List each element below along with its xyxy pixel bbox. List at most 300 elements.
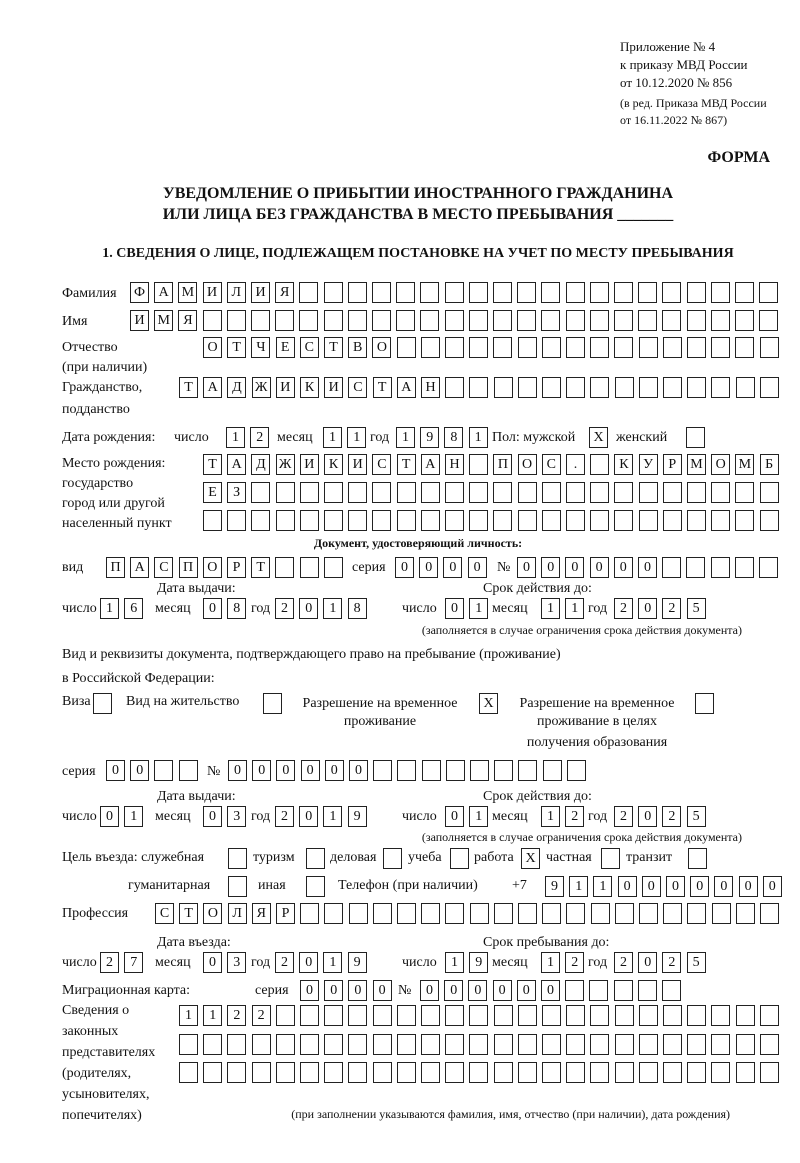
profession-cell[interactable] [300,903,319,924]
phone-cell[interactable]: 0 [618,876,637,897]
doc_valid-year-cell[interactable]: 2 [614,598,633,619]
temp-residence-cell[interactable]: X [479,693,498,714]
patronymic-cell[interactable] [542,337,561,358]
phone-cell[interactable]: 0 [666,876,685,897]
birthplace-cell[interactable] [735,482,754,503]
right-number-cell[interactable] [567,760,586,781]
birthplace-cell[interactable] [590,510,609,531]
profession-cell[interactable] [373,903,392,924]
representatives-cell[interactable] [518,1062,537,1083]
profession-cell[interactable] [397,903,416,924]
citizenship-cell[interactable] [639,377,658,398]
profession-cell[interactable]: Л [228,903,247,924]
representatives-cell[interactable] [542,1005,561,1026]
mc-series-cell[interactable]: 0 [373,980,392,1001]
birthplace-cell[interactable] [639,510,658,531]
citizenship-cell[interactable] [590,377,609,398]
birthplace-cell[interactable] [276,482,295,503]
profession-cell[interactable] [324,903,343,924]
doc-kind-cell[interactable]: П [179,557,198,578]
name-cell[interactable] [541,310,560,331]
birth-year-cell[interactable]: 9 [420,427,439,448]
birthplace-cell[interactable] [687,482,706,503]
name-cell[interactable]: М [154,310,173,331]
patronymic-cell[interactable] [760,337,779,358]
right-number-cell[interactable] [446,760,465,781]
right-number-cell[interactable] [494,760,513,781]
birthplace-cell[interactable] [372,510,391,531]
right_issue-month-cell[interactable]: 3 [227,806,246,827]
citizenship-cell[interactable] [445,377,464,398]
name-cell[interactable] [227,310,246,331]
surname-cell[interactable] [372,282,391,303]
birthplace-cell[interactable] [348,510,367,531]
doc_valid-day-cell[interactable]: 1 [469,598,488,619]
surname-cell[interactable] [566,282,585,303]
mc-number-cell[interactable]: 0 [493,980,512,1001]
right_valid-year-cell[interactable]: 0 [638,806,657,827]
entry-month-cell[interactable]: 3 [227,952,246,973]
phone-cell[interactable]: 0 [642,876,661,897]
phone-cell[interactable]: 0 [739,876,758,897]
birth-year-cell[interactable]: 1 [469,427,488,448]
mc-number-cell[interactable] [565,980,584,1001]
representatives-cell[interactable] [711,1062,730,1083]
doc-number-cell[interactable] [759,557,778,578]
representatives-cell[interactable] [348,1005,367,1026]
name-cell[interactable] [420,310,439,331]
profession-cell[interactable]: Р [276,903,295,924]
right_issue-day-cell[interactable]: 1 [124,806,143,827]
citizenship-cell[interactable] [494,377,513,398]
representatives-cell[interactable] [300,1005,319,1026]
right_valid-month-cell[interactable]: 1 [541,806,560,827]
representatives-cell[interactable] [324,1005,343,1026]
profession-cell[interactable] [663,903,682,924]
doc_valid-year-cell[interactable]: 5 [687,598,706,619]
representatives-cell[interactable] [566,1062,585,1083]
surname-cell[interactable] [469,282,488,303]
surname-cell[interactable]: А [154,282,173,303]
citizenship-cell[interactable] [566,377,585,398]
patronymic-cell[interactable]: С [300,337,319,358]
surname-cell[interactable] [711,282,730,303]
right-series-cell[interactable]: 0 [106,760,125,781]
surname-cell[interactable] [759,282,778,303]
profession-cell[interactable] [639,903,658,924]
surname-cell[interactable]: Л [227,282,246,303]
entry-year-cell[interactable]: 1 [323,952,342,973]
birth-month-cell[interactable]: 1 [347,427,366,448]
name-cell[interactable] [348,310,367,331]
doc_issue-month-cell[interactable]: 8 [227,598,246,619]
profession-cell[interactable] [445,903,464,924]
representatives-cell[interactable] [421,1005,440,1026]
citizenship-cell[interactable] [736,377,755,398]
birthplace-cell[interactable] [251,482,270,503]
profession-cell[interactable]: Я [252,903,271,924]
profession-cell[interactable] [349,903,368,924]
doc-series-cell[interactable]: 0 [468,557,487,578]
birth-month-cell[interactable]: 1 [323,427,342,448]
right-number-cell[interactable]: 0 [325,760,344,781]
birthplace-cell[interactable] [711,510,730,531]
representatives-cell[interactable] [494,1005,513,1026]
citizenship-cell[interactable]: Т [179,377,198,398]
profession-cell[interactable] [712,903,731,924]
representatives-cell[interactable] [276,1034,295,1055]
birthplace-cell[interactable]: К [324,454,343,475]
representatives-cell[interactable] [736,1034,755,1055]
patronymic-cell[interactable]: О [203,337,222,358]
entry-year-cell[interactable]: 9 [348,952,367,973]
right_issue-month-cell[interactable]: 0 [203,806,222,827]
right-number-cell[interactable]: 0 [228,760,247,781]
patronymic-cell[interactable]: Т [227,337,246,358]
representatives-cell[interactable] [373,1062,392,1083]
representatives-cell[interactable] [276,1062,295,1083]
doc_valid-year-cell[interactable]: 0 [638,598,657,619]
citizenship-cell[interactable] [760,377,779,398]
patronymic-cell[interactable]: О [372,337,391,358]
citizenship-cell[interactable] [711,377,730,398]
edu-residence-cell[interactable] [695,693,714,714]
patronymic-cell[interactable] [687,337,706,358]
representatives-cell[interactable] [518,1034,537,1055]
mc-number-cell[interactable]: 0 [444,980,463,1001]
birthplace-cell[interactable]: С [542,454,561,475]
right-number-cell[interactable] [422,760,441,781]
birthplace-cell[interactable]: М [735,454,754,475]
birthplace-cell[interactable] [566,510,585,531]
mc-series-cell[interactable]: 0 [324,980,343,1001]
profession-cell[interactable]: С [155,903,174,924]
citizenship-cell[interactable]: И [324,377,343,398]
phone-cell[interactable]: 0 [690,876,709,897]
birthplace-cell[interactable] [251,510,270,531]
profession-cell[interactable] [518,903,537,924]
name-cell[interactable] [735,310,754,331]
doc-series-cell[interactable]: 0 [419,557,438,578]
surname-cell[interactable] [614,282,633,303]
phone-cell[interactable]: 9 [545,876,564,897]
purpose-service-cell[interactable] [228,848,247,869]
representatives-cell[interactable] [469,1005,488,1026]
citizenship-cell[interactable]: И [276,377,295,398]
entry-year-cell[interactable]: 2 [275,952,294,973]
doc-number-cell[interactable]: 0 [565,557,584,578]
patronymic-cell[interactable] [397,337,416,358]
purpose-work-cell[interactable]: X [521,848,540,869]
name-cell[interactable] [372,310,391,331]
stay-month-cell[interactable]: 2 [565,952,584,973]
surname-cell[interactable] [348,282,367,303]
surname-cell[interactable]: И [203,282,222,303]
representatives-cell[interactable] [445,1062,464,1083]
birthplace-cell[interactable] [590,482,609,503]
birthplace-cell[interactable] [639,482,658,503]
doc-number-cell[interactable]: 0 [517,557,536,578]
name-cell[interactable]: Я [178,310,197,331]
right-number-cell[interactable]: 0 [252,760,271,781]
right_valid-year-cell[interactable]: 2 [614,806,633,827]
surname-cell[interactable] [638,282,657,303]
representatives-cell[interactable]: 2 [227,1005,246,1026]
right-series-cell[interactable] [154,760,173,781]
birthplace-cell[interactable] [300,482,319,503]
name-cell[interactable] [517,310,536,331]
representatives-cell[interactable]: 1 [179,1005,198,1026]
name-cell[interactable] [687,310,706,331]
representatives-cell[interactable] [663,1005,682,1026]
mc-number-cell[interactable]: 0 [420,980,439,1001]
citizenship-cell[interactable] [542,377,561,398]
representatives-cell[interactable] [348,1062,367,1083]
mc-number-cell[interactable]: 0 [468,980,487,1001]
name-cell[interactable] [711,310,730,331]
right-series-cell[interactable]: 0 [130,760,149,781]
patronymic-cell[interactable]: Т [324,337,343,358]
patronymic-cell[interactable] [421,337,440,358]
representatives-cell[interactable]: 2 [252,1005,271,1026]
doc_issue-year-cell[interactable]: 2 [275,598,294,619]
representatives-cell[interactable] [687,1005,706,1026]
name-cell[interactable] [566,310,585,331]
birthplace-cell[interactable] [542,510,561,531]
right_valid-year-cell[interactable]: 5 [687,806,706,827]
doc-series-cell[interactable]: 0 [443,557,462,578]
right-number-cell[interactable]: 0 [349,760,368,781]
citizenship-cell[interactable]: А [203,377,222,398]
mc-number-cell[interactable]: 0 [541,980,560,1001]
male-cell[interactable]: X [589,427,608,448]
representatives-cell[interactable] [494,1034,513,1055]
representatives-cell[interactable] [421,1034,440,1055]
representatives-cell[interactable] [203,1034,222,1055]
citizenship-cell[interactable]: Д [227,377,246,398]
representatives-cell[interactable] [324,1034,343,1055]
patronymic-cell[interactable] [518,337,537,358]
purpose-private-cell[interactable] [601,848,620,869]
doc_valid-day-cell[interactable]: 0 [445,598,464,619]
citizenship-cell[interactable]: Ж [252,377,271,398]
doc_issue-year-cell[interactable]: 0 [299,598,318,619]
citizenship-cell[interactable]: К [300,377,319,398]
entry-day-cell[interactable]: 2 [100,952,119,973]
representatives-cell[interactable] [276,1005,295,1026]
birthplace-cell[interactable] [663,510,682,531]
birthplace-cell[interactable] [300,510,319,531]
name-cell[interactable] [251,310,270,331]
phone-cell[interactable]: 0 [763,876,782,897]
doc_issue-month-cell[interactable]: 0 [203,598,222,619]
representatives-cell[interactable]: 1 [203,1005,222,1026]
representatives-cell[interactable] [639,1034,658,1055]
birthplace-cell[interactable]: Е [203,482,222,503]
birthplace-cell[interactable] [518,510,537,531]
profession-cell[interactable] [566,903,585,924]
doc-kind-cell[interactable]: А [130,557,149,578]
stay-year-cell[interactable]: 0 [638,952,657,973]
birthplace-cell[interactable] [687,510,706,531]
right-number-cell[interactable]: 0 [301,760,320,781]
doc-kind-cell[interactable]: Т [251,557,270,578]
right_valid-day-cell[interactable]: 0 [445,806,464,827]
birthplace-cell[interactable] [227,510,246,531]
birth-year-cell[interactable]: 1 [396,427,415,448]
name-cell[interactable] [396,310,415,331]
surname-cell[interactable]: Я [275,282,294,303]
patronymic-cell[interactable] [735,337,754,358]
birthplace-cell[interactable] [397,510,416,531]
mc-number-cell[interactable] [638,980,657,1001]
birthplace-cell[interactable] [711,482,730,503]
right-number-cell[interactable] [373,760,392,781]
stay-year-cell[interactable]: 2 [662,952,681,973]
representatives-cell[interactable] [252,1034,271,1055]
profession-cell[interactable]: О [203,903,222,924]
patronymic-cell[interactable] [711,337,730,358]
citizenship-cell[interactable] [663,377,682,398]
profession-cell[interactable] [421,903,440,924]
entry-day-cell[interactable]: 7 [124,952,143,973]
representatives-cell[interactable] [373,1005,392,1026]
birthplace-cell[interactable]: И [300,454,319,475]
representatives-cell[interactable] [179,1034,198,1055]
birthplace-cell[interactable] [542,482,561,503]
birth-year-cell[interactable]: 8 [444,427,463,448]
profession-cell[interactable] [760,903,779,924]
purpose-tourism-cell[interactable] [306,848,325,869]
female-cell[interactable] [686,427,705,448]
representatives-cell[interactable] [542,1034,561,1055]
stay-month-cell[interactable]: 1 [541,952,560,973]
representatives-cell[interactable] [760,1062,779,1083]
birthplace-cell[interactable]: Н [445,454,464,475]
representatives-cell[interactable] [760,1005,779,1026]
representatives-cell[interactable] [639,1062,658,1083]
stay-day-cell[interactable]: 1 [445,952,464,973]
patronymic-cell[interactable] [469,337,488,358]
patronymic-cell[interactable] [614,337,633,358]
surname-cell[interactable]: Ф [130,282,149,303]
birthplace-cell[interactable] [469,510,488,531]
residence-cell[interactable] [263,693,282,714]
mc-number-cell[interactable]: 0 [517,980,536,1001]
name-cell[interactable] [469,310,488,331]
representatives-cell[interactable] [711,1034,730,1055]
surname-cell[interactable] [662,282,681,303]
birthplace-cell[interactable] [760,482,779,503]
doc-kind-cell[interactable] [300,557,319,578]
birthplace-cell[interactable] [469,454,488,475]
doc-number-cell[interactable] [662,557,681,578]
representatives-cell[interactable] [590,1034,609,1055]
doc-kind-cell[interactable] [275,557,294,578]
birthplace-cell[interactable]: К [614,454,633,475]
profession-cell[interactable] [494,903,513,924]
birthplace-cell[interactable] [203,510,222,531]
birthplace-cell[interactable] [735,510,754,531]
patronymic-cell[interactable] [493,337,512,358]
surname-cell[interactable] [517,282,536,303]
birthplace-cell[interactable]: Б [760,454,779,475]
doc-kind-cell[interactable]: Р [227,557,246,578]
profession-cell[interactable] [687,903,706,924]
doc-number-cell[interactable] [686,557,705,578]
birthplace-cell[interactable] [663,482,682,503]
surname-cell[interactable]: М [178,282,197,303]
doc-number-cell[interactable]: 0 [541,557,560,578]
right_valid-day-cell[interactable]: 1 [469,806,488,827]
representatives-cell[interactable] [469,1034,488,1055]
birthplace-cell[interactable] [614,482,633,503]
phone-cell[interactable]: 1 [569,876,588,897]
name-cell[interactable] [614,310,633,331]
name-cell[interactable]: И [130,310,149,331]
name-cell[interactable] [324,310,343,331]
doc_valid-month-cell[interactable]: 1 [541,598,560,619]
birthplace-cell[interactable]: Т [203,454,222,475]
representatives-cell[interactable] [227,1034,246,1055]
mc-series-cell[interactable]: 0 [300,980,319,1001]
representatives-cell[interactable] [494,1062,513,1083]
birthplace-cell[interactable] [421,510,440,531]
representatives-cell[interactable] [324,1062,343,1083]
birthplace-cell[interactable] [566,482,585,503]
representatives-cell[interactable] [397,1062,416,1083]
representatives-cell[interactable] [566,1034,585,1055]
birthplace-cell[interactable] [276,510,295,531]
profession-cell[interactable] [542,903,561,924]
patronymic-cell[interactable]: В [348,337,367,358]
representatives-cell[interactable] [687,1062,706,1083]
birthplace-cell[interactable] [372,482,391,503]
representatives-cell[interactable] [736,1062,755,1083]
mc-number-cell[interactable] [589,980,608,1001]
birthplace-cell[interactable] [348,482,367,503]
birthplace-cell[interactable] [324,510,343,531]
profession-cell[interactable]: Т [179,903,198,924]
name-cell[interactable] [638,310,657,331]
representatives-cell[interactable] [542,1062,561,1083]
birthplace-cell[interactable] [324,482,343,503]
representatives-cell[interactable] [300,1062,319,1083]
stay-year-cell[interactable]: 2 [614,952,633,973]
right-number-cell[interactable] [543,760,562,781]
representatives-cell[interactable] [469,1062,488,1083]
representatives-cell[interactable] [252,1062,271,1083]
doc-kind-cell[interactable]: П [106,557,125,578]
surname-cell[interactable] [687,282,706,303]
birthplace-cell[interactable]: Т [397,454,416,475]
representatives-cell[interactable] [760,1034,779,1055]
birthplace-cell[interactable] [590,454,609,475]
doc-number-cell[interactable] [735,557,754,578]
surname-cell[interactable] [324,282,343,303]
name-cell[interactable] [590,310,609,331]
patronymic-cell[interactable] [663,337,682,358]
representatives-cell[interactable] [736,1005,755,1026]
profession-cell[interactable] [736,903,755,924]
stay-year-cell[interactable]: 5 [687,952,706,973]
representatives-cell[interactable] [639,1005,658,1026]
representatives-cell[interactable] [348,1034,367,1055]
representatives-cell[interactable] [590,1062,609,1083]
purpose-humanitarian-cell[interactable] [228,876,247,897]
doc_valid-year-cell[interactable]: 2 [662,598,681,619]
citizenship-cell[interactable]: Н [421,377,440,398]
